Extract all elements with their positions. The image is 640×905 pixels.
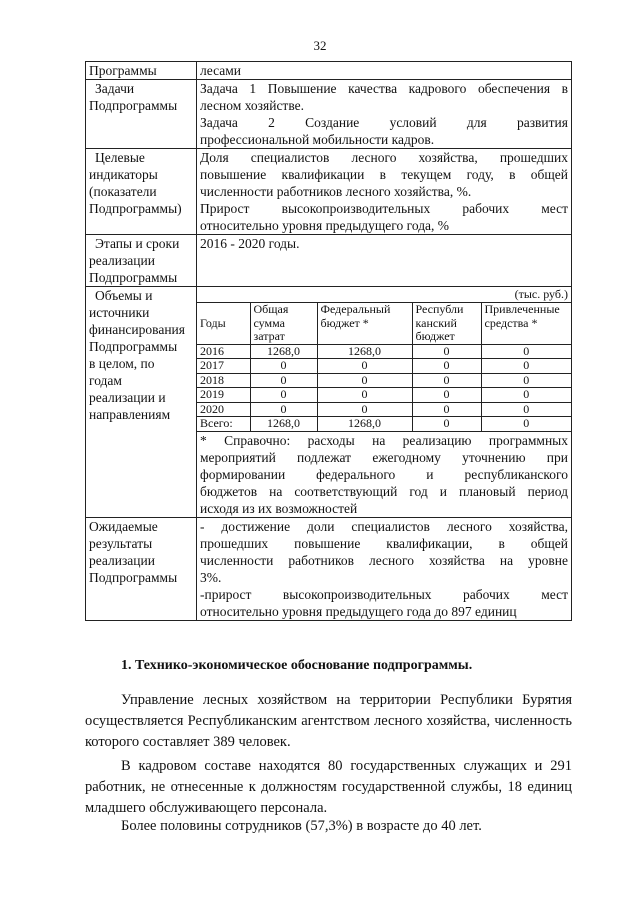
body-paragraph xyxy=(85,756,572,819)
body-paragraph xyxy=(85,690,572,753)
year-cell: 2017 xyxy=(197,359,250,374)
units-label: (тыс. руб.) xyxy=(197,287,571,303)
passport-row-tasks xyxy=(86,80,572,149)
republic-cell: 0 xyxy=(412,402,481,417)
republic-cell: 0 xyxy=(412,359,481,374)
attracted-cell: 0 xyxy=(481,359,571,374)
header-cell: Годы xyxy=(197,303,250,344)
label-line: Задачи xyxy=(95,81,135,96)
year-cell: Всего: xyxy=(197,417,250,431)
total-cell: 1268,0 xyxy=(250,417,317,431)
financing-row xyxy=(197,359,571,374)
content-line: - достижение доли специалистов лесного хозяйства, xyxy=(200,518,568,534)
year-cell: 2020 xyxy=(197,402,250,417)
label-line: результаты xyxy=(89,535,153,551)
content-line: Доля специалистов лесного хозяйства, прошедших xyxy=(200,150,568,165)
total-cell: 0 xyxy=(250,388,317,403)
subprogram-passport-table xyxy=(85,61,572,621)
content-line: повышение квалификации в текущем году, в общей xyxy=(200,167,568,182)
republic-cell: 0 xyxy=(412,344,481,359)
financing-row xyxy=(197,373,571,388)
row-label xyxy=(86,80,197,149)
content-line: численности работников лесного хозяйства, %. xyxy=(200,184,472,199)
content-line: лесном хозяйстве. xyxy=(200,98,304,113)
passport-row-programs xyxy=(86,62,572,80)
label-line: годам xyxy=(89,373,122,388)
financing-row xyxy=(197,402,571,417)
total-cell: 1268,0 xyxy=(250,344,317,359)
row-label xyxy=(86,287,197,518)
year-cell: 2018 xyxy=(197,373,250,388)
content-line: профессиональной мобильности кадров. xyxy=(200,132,435,147)
attracted-cell: 0 xyxy=(481,344,571,359)
note-line: мероприятий подлежат ежегодному уточнению при xyxy=(200,449,568,465)
row-content xyxy=(197,62,572,80)
label-line: направлениям xyxy=(89,407,171,422)
note-line: бюджетов на соответствующий год и плановый период xyxy=(200,483,568,499)
header-cell: Привлеченные средства * xyxy=(481,303,571,344)
note-line: формировании федерального и республиканского xyxy=(200,466,568,482)
attracted-cell: 0 xyxy=(481,402,571,417)
total-cell: 0 xyxy=(250,359,317,374)
federal-cell: 0 xyxy=(317,388,412,403)
federal-cell: 1268,0 xyxy=(317,417,412,431)
label-line: Подпрограммы xyxy=(89,270,178,285)
passport-row-results xyxy=(86,517,572,620)
year-cell: 2016 xyxy=(197,344,250,359)
content-line: численности работников лесного хозяйства на уровне xyxy=(200,552,568,568)
section-title: 1. Технико-экономическое обоснование подпрограммы. xyxy=(121,658,473,673)
label-line: реализации xyxy=(89,552,155,568)
note-line: исходя из их возможностей xyxy=(200,500,358,516)
label-line: Подпрограммы xyxy=(89,569,178,585)
row-content xyxy=(197,149,572,235)
passport-row-indicators xyxy=(86,149,572,235)
financing-note xyxy=(197,431,571,517)
label-line: индикаторы xyxy=(89,167,158,182)
label-line: Ожидаемые xyxy=(89,518,158,534)
federal-cell: 0 xyxy=(317,359,412,374)
total-cell: 0 xyxy=(250,402,317,417)
label-line: источники xyxy=(89,305,150,320)
financing-header-row xyxy=(197,303,571,344)
label-line: реализации и xyxy=(89,390,166,405)
republic-cell: 0 xyxy=(412,388,481,403)
content-line: лесами xyxy=(200,63,241,78)
financing-row xyxy=(197,344,571,359)
federal-cell: 1268,0 xyxy=(317,344,412,359)
row-content xyxy=(197,235,572,287)
republic-cell: 0 xyxy=(412,417,481,431)
header-cell: Общая сумма затрат xyxy=(250,303,317,344)
financing-table xyxy=(197,303,571,431)
header-cell: Республи канский бюджет xyxy=(412,303,481,344)
republic-cell: 0 xyxy=(412,373,481,388)
label-line: (показатели xyxy=(89,184,157,199)
content-line: 3%. xyxy=(200,569,222,585)
financing-cell xyxy=(197,287,572,518)
row-content xyxy=(197,517,572,620)
row-content xyxy=(197,80,572,149)
attracted-cell: 0 xyxy=(481,417,571,431)
label-line: финансирования xyxy=(89,322,185,337)
paragraph-text: Более половины сотрудников (57,3%) в возрасте до 40 лет. xyxy=(121,818,482,834)
content-line: относительно уровня предыдущего года до 897 единиц xyxy=(200,603,517,619)
label-line: в целом, по xyxy=(89,356,155,371)
federal-cell: 0 xyxy=(317,402,412,417)
note-line: * Справочно: расходы на реализацию программных xyxy=(200,432,568,448)
label-line: Этапы и сроки xyxy=(95,236,180,251)
label-line: реализации xyxy=(89,253,155,268)
year-cell: 2019 xyxy=(197,388,250,403)
content-line: 2016 - 2020 годы. xyxy=(200,236,300,251)
paragraph-text: Управление лесных хозяйством на территории Республики Бурятия осуществляется Республиканским агентством лесного хозяйства, численность которого составляет 389 человек. xyxy=(85,692,572,750)
label-line: Подпрограммы) xyxy=(89,201,182,216)
attracted-cell: 0 xyxy=(481,373,571,388)
content-line: прошедших повышение квалификации, в общей xyxy=(200,535,568,551)
row-label xyxy=(86,517,197,620)
label-line: Подпрограммы xyxy=(89,98,178,113)
passport-row-stages xyxy=(86,235,572,287)
content-line: -прирост высокопроизводительных рабочих мест xyxy=(200,586,568,602)
row-label xyxy=(86,235,197,287)
row-label: Программы xyxy=(86,62,197,80)
row-label xyxy=(86,149,197,235)
financing-row xyxy=(197,388,571,403)
passport-row-financing xyxy=(86,287,572,518)
content-line: Задача 1 Повышение качества кадрового обеспечения в xyxy=(200,81,568,96)
page-number: 32 xyxy=(313,38,327,53)
content-line: Прирост высокопроизводительных рабочих мест xyxy=(200,201,568,216)
label-line: Целевые xyxy=(95,150,145,165)
paragraph-text: В кадровом составе находятся 80 государственных служащих и 291 работник, не отнесенные к должностям государственной службы, 18 единиц младшего обслуживающего персонала. xyxy=(85,758,572,816)
attracted-cell: 0 xyxy=(481,388,571,403)
body-paragraph xyxy=(85,816,572,837)
content-line: Задача 2 Создание условий для развития xyxy=(200,115,568,130)
label-line: Подпрограммы xyxy=(89,339,178,354)
content-line: относительно уровня предыдущего года, % xyxy=(200,218,450,233)
label-line: Объемы и xyxy=(95,288,153,303)
financing-total-row xyxy=(197,417,571,431)
total-cell: 0 xyxy=(250,373,317,388)
federal-cell: 0 xyxy=(317,373,412,388)
header-cell: Федеральный бюджет * xyxy=(317,303,412,344)
